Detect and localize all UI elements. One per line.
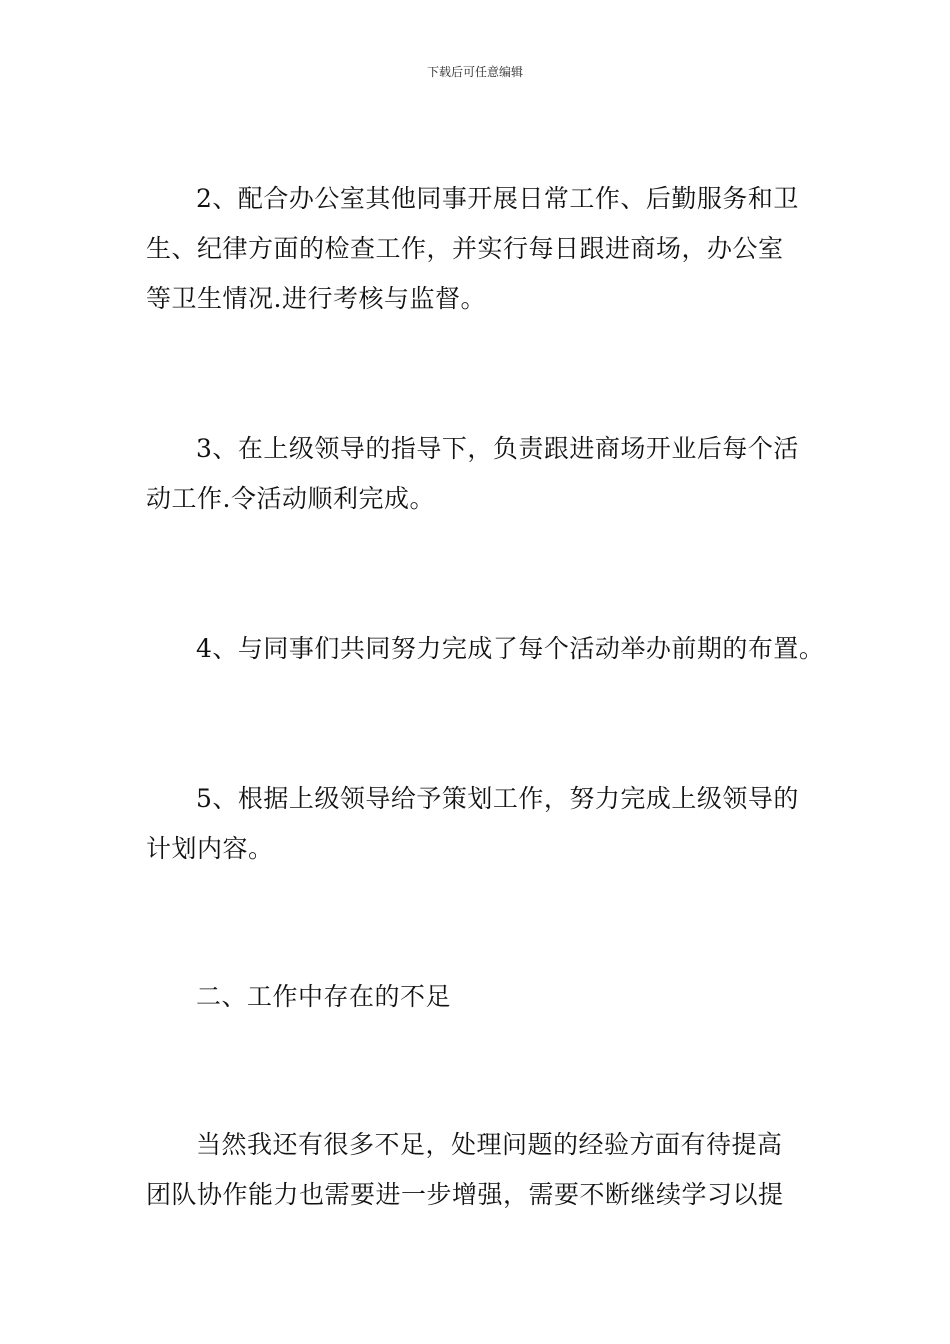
paragraph-item-3 <box>146 424 810 524</box>
paragraph-shortcomings-body <box>146 1120 810 1220</box>
paragraph-item-2 <box>146 174 810 324</box>
paragraph-item-4 <box>146 624 825 674</box>
paragraph-line: 等卫生情况.进行考核与监督。 <box>146 284 486 313</box>
paragraph-line: 团队协作能力也需要进一步增强，需要不断继续学习以提 <box>146 1180 784 1209</box>
paragraph-line: 动工作.令活动顺利完成。 <box>146 484 435 513</box>
paragraph-line: 计划内容。 <box>146 834 274 863</box>
paragraph-line: 4、与同事们共同努力完成了每个活动举办前期的布置。 <box>196 634 825 663</box>
page-header-note: 下载后可任意编辑 <box>426 65 523 79</box>
section-heading-shortcomings <box>146 972 810 1022</box>
paragraph-line: 生、纪律方面的检查工作，并实行每日跟进商场，办公室 <box>146 234 784 263</box>
paragraph-item-5 <box>146 774 810 874</box>
paragraph-line: 3、在上级领导的指导下，负责跟进商场开业后每个活 <box>196 434 799 463</box>
paragraph-line: 当然我还有很多不足，处理问题的经验方面有待提高 <box>196 1130 783 1159</box>
section-heading-text: 二、工作中存在的不足 <box>196 982 452 1011</box>
paragraph-line: 5、根据上级领导给予策划工作，努力完成上级领导的 <box>196 784 799 813</box>
paragraph-line: 2、配合办公室其他同事开展日常工作、后勤服务和卫 <box>196 184 799 213</box>
